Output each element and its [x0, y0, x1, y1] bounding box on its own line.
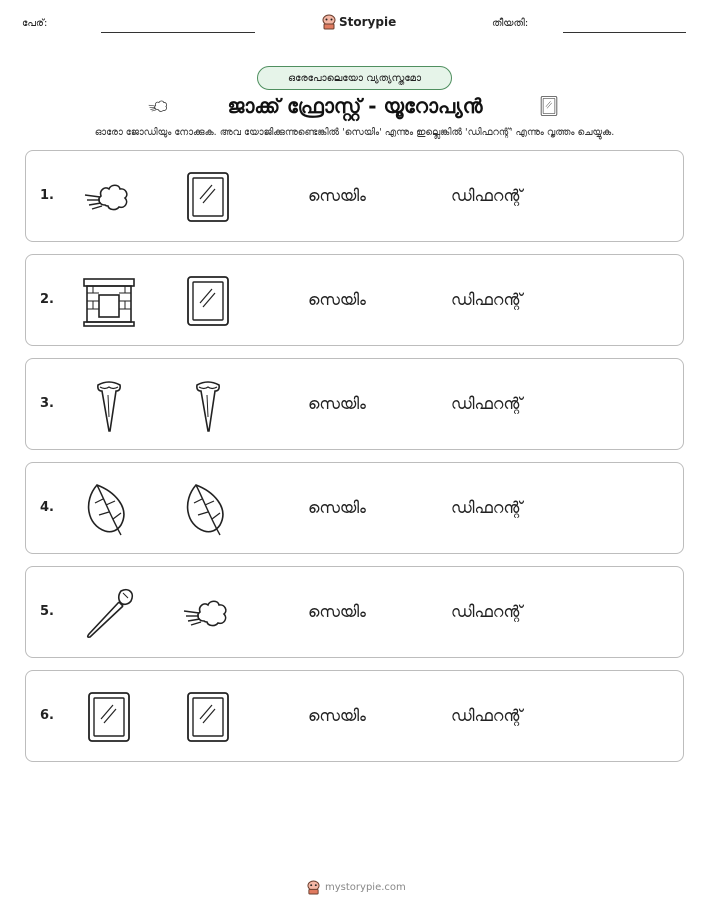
page-title: ജാക്ക് ഫ്രോസ്റ്റ് - യൂറോപ്യൻ — [227, 94, 483, 118]
question-row — [25, 150, 684, 242]
same-option[interactable]: സെയിം — [308, 186, 366, 205]
mirror-icon — [538, 92, 560, 120]
leaf-icon — [81, 481, 137, 537]
wind-icon — [146, 94, 172, 118]
question-number: 2. — [40, 292, 54, 307]
question-row — [25, 358, 684, 450]
storypie-mascot-icon — [307, 880, 320, 895]
activity-badge: ഒരേപോലെയോ വ്യത്യസ്തമോ — [257, 66, 452, 90]
wind-icon — [180, 585, 236, 641]
different-option[interactable]: ഡിഫറന്റ് — [451, 706, 523, 725]
date-label: തീയതി: — [492, 18, 529, 29]
instructions: ഓരോ ജോഡിയും നോക്കുക. അവ യോജിക്കുന്നുണ്ടെങ്കിൽ 'സെയിം' എന്നും ഇല്ലെങ്കിൽ 'ഡിഫറന്റ്' എന്നും വൃത്തം ചെയ്യുക. — [94, 127, 615, 138]
different-option[interactable]: ഡിഫറന്റ് — [451, 602, 523, 621]
title-row — [0, 92, 709, 120]
leaf-icon — [180, 481, 236, 537]
different-option[interactable]: ഡിഫറന്റ് — [451, 394, 523, 413]
same-option[interactable]: സെയിം — [308, 498, 366, 517]
question-row — [25, 566, 684, 658]
different-option[interactable]: ഡിഫറന്റ് — [451, 290, 523, 309]
mirror-icon — [180, 273, 236, 329]
question-number: 1. — [40, 188, 54, 203]
same-option[interactable]: സെയിം — [308, 394, 366, 413]
question-row — [25, 254, 684, 346]
footer-url[interactable]: mystorypie.com — [325, 882, 406, 893]
brand-name: Storypie — [339, 15, 397, 29]
wind-icon — [81, 169, 137, 225]
question-number: 3. — [40, 396, 54, 411]
worksheet-header — [0, 14, 709, 38]
mirror-icon — [180, 689, 236, 745]
brand-logo — [322, 14, 396, 30]
same-option[interactable]: സെയിം — [308, 706, 366, 725]
question-row — [25, 670, 684, 762]
fireplace-icon — [81, 273, 137, 329]
name-label: പേര്: — [22, 18, 48, 29]
question-number: 6. — [40, 708, 54, 723]
paintbrush-icon — [81, 585, 137, 641]
mirror-icon — [180, 169, 236, 225]
date-line[interactable] — [563, 32, 686, 33]
same-option[interactable]: സെയിം — [308, 290, 366, 309]
icicle-icon — [180, 377, 236, 433]
storypie-mascot-icon — [322, 14, 336, 30]
different-option[interactable]: ഡിഫറന്റ് — [451, 186, 523, 205]
icicle-icon — [81, 377, 137, 433]
mirror-icon — [81, 689, 137, 745]
question-row — [25, 462, 684, 554]
same-option[interactable]: സെയിം — [308, 602, 366, 621]
question-number: 5. — [40, 604, 54, 619]
name-line[interactable] — [101, 32, 255, 33]
question-number: 4. — [40, 500, 54, 515]
footer — [307, 880, 406, 895]
different-option[interactable]: ഡിഫറന്റ് — [451, 498, 523, 517]
